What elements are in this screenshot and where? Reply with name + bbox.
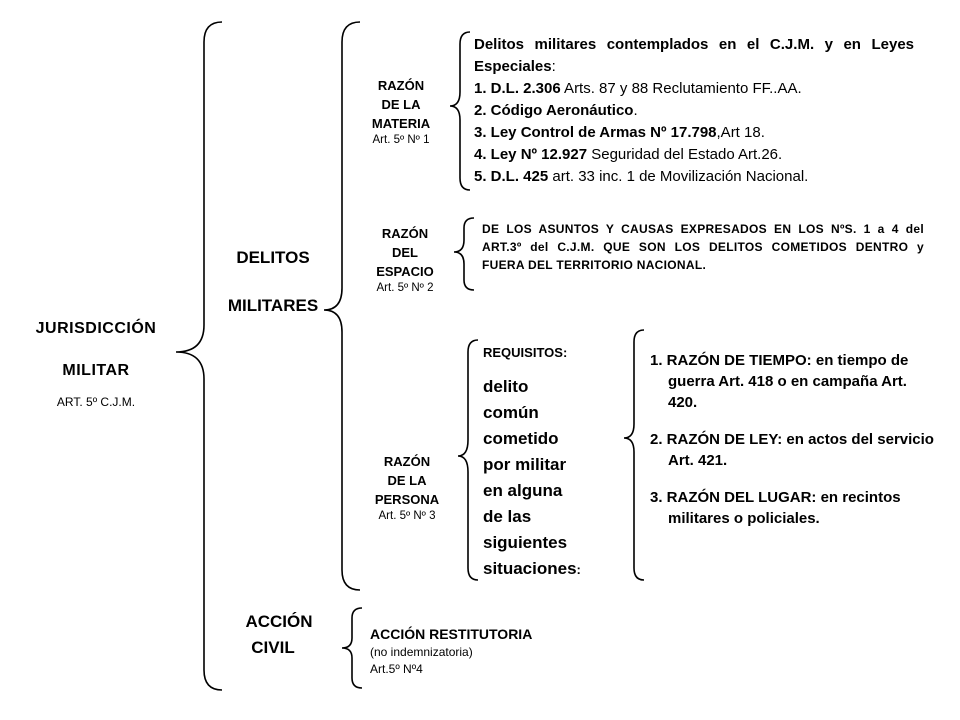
situacion-ley-t1: en actos del servicio [782, 431, 934, 448]
req-line-8 [483, 556, 623, 583]
persona-l3: PERSONA [374, 492, 440, 507]
requisitos-label: REQUISITOS: [483, 345, 568, 360]
espacio-node [350, 224, 460, 296]
requisitos-text [483, 374, 623, 583]
requisitos-block [483, 344, 623, 583]
materia-l2: DE LA [381, 97, 421, 112]
materia-intro [474, 34, 914, 78]
req-line-8-text: situaciones [483, 559, 577, 578]
materia-item-4-bold: 4. Ley Nº 12.927 [474, 146, 588, 163]
materia-content [474, 34, 914, 188]
materia-item-3-bold: 3. Ley Control de Armas Nº 17.798 [474, 124, 717, 141]
materia-node [346, 76, 456, 148]
materia-item-2 [474, 100, 914, 122]
materia-item-5-rest: art. 33 inc. 1 de Movilización Nacional. [548, 168, 809, 185]
delitos-node [208, 246, 338, 318]
situaciones-list [650, 350, 936, 529]
materia-l1: RAZÓN [377, 78, 425, 93]
requisitos-brace [624, 330, 644, 580]
materia-l3: MATERIA [371, 116, 431, 131]
situacion-tiempo-b2: Art. 418 [718, 373, 774, 390]
civil-content [370, 624, 670, 678]
req-line-1: delito [483, 377, 529, 396]
situacion-ley-b2: Art. 421. [668, 452, 728, 469]
civil-brace [342, 608, 362, 688]
root-node [8, 318, 184, 410]
situacion-tiempo [650, 350, 936, 413]
delitos-line2: MILITARES [227, 296, 319, 315]
civil-sub: (no indemnizatoria) [370, 645, 473, 659]
materia-item-5 [474, 166, 914, 188]
situacion-tiempo-t1: en tiempo de guerra [668, 352, 909, 390]
req-line-6: de las [483, 507, 532, 526]
civil-node [220, 610, 338, 660]
root-ref: ART. 5º C.J.M. [56, 395, 136, 409]
materia-intro-bold: Delitos militares contemplados en el C.J.M. y en Leyes Especiales [474, 36, 914, 75]
situacion-lugar [650, 487, 936, 529]
situacion-lugar-t1: en recintos militares o policiales. [668, 489, 901, 527]
espacio-ref: Art. 5º Nº 2 [376, 282, 434, 294]
materia-ref: Art. 5º Nº 1 [372, 134, 430, 146]
civil-line1: ACCIÓN [245, 612, 313, 631]
materia-item-1-rest: Arts. 87 y 88 Reclutamiento FF..AA. [560, 80, 802, 97]
civil-line2: CIVIL [251, 638, 295, 657]
materia-intro-tail: : [551, 58, 556, 75]
root-title-line1: JURISDICCIÓN [35, 320, 157, 337]
persona-l2: DE LA [387, 473, 427, 488]
req-line-7: siguientes [483, 533, 568, 552]
req-line-2: común [483, 403, 539, 422]
espacio-text: DE LOS ASUNTOS Y CAUSAS EXPRESADOS EN LOS NºS. 1 a 4 del ART.3º del C.J.M. QUE SON LOS DELITOS COMETIDOS DENTRO y FUERA DEL TERRITORIO NACIONAL. [482, 222, 924, 272]
persona-ref: Art. 5º Nº 3 [378, 510, 436, 522]
materia-item-1-bold: 1. D.L. 2.306 [474, 80, 561, 97]
root-title-line2: MILITAR [62, 362, 130, 379]
materia-item-2-bold: 2. Código Aeronáutico [474, 102, 634, 119]
situacion-tiempo-b3: Art. 420. [668, 373, 907, 411]
materia-item-3-rest: ,Art 18. [716, 124, 765, 141]
req-line-5: en alguna [483, 481, 563, 500]
materia-item-3 [474, 122, 914, 144]
materia-item-2-rest: . [633, 102, 638, 119]
espacio-l2: DEL [392, 245, 418, 260]
req-line-4: por militar [483, 455, 567, 474]
materia-item-1 [474, 78, 914, 100]
situacion-ley-b1: 2. RAZÓN DE LEY: [650, 431, 783, 448]
materia-item-4 [474, 144, 914, 166]
civil-ref: Art.5º Nº4 [370, 662, 423, 676]
situacion-ley [650, 429, 936, 471]
situacion-lugar-b1: 3. RAZÓN DEL LUGAR: [650, 489, 817, 506]
persona-l1: RAZÓN [383, 454, 431, 469]
req-tail: : [576, 562, 581, 577]
situacion-tiempo-t2: o en campaña [773, 373, 882, 390]
situacion-tiempo-b1: 1. RAZÓN DE TIEMPO: [650, 352, 812, 369]
espacio-l3: ESPACIO [376, 264, 434, 279]
delitos-line1: DELITOS [236, 248, 310, 267]
materia-item-5-bold: 5. D.L. 425 [474, 168, 549, 185]
materia-item-4-rest: Seguridad del Estado Art.26. [587, 146, 783, 163]
req-line-3: cometido [483, 429, 559, 448]
espacio-l1: RAZÓN [381, 226, 429, 241]
persona-node [352, 452, 462, 524]
civil-title: ACCIÓN RESTITUTORIA [370, 626, 533, 642]
